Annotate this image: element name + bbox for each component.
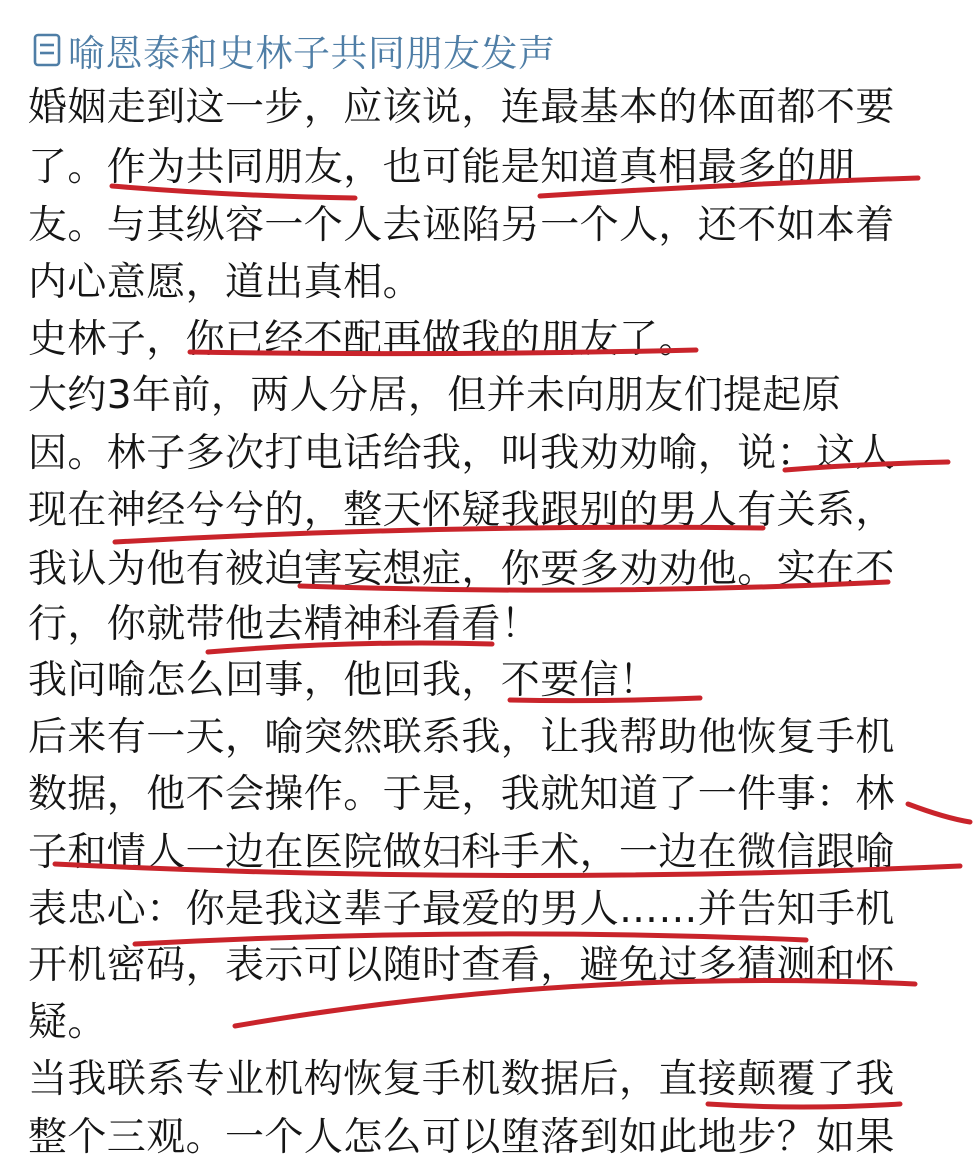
body-line: 整个三观。一个人怎么可以堕落到如此地步？如果 [28, 1115, 895, 1160]
body-line: 表忠心：你是我这辈子最爱的男人……并告知手机 [28, 887, 895, 932]
body-line: 史林子，你已经不配再做我的朋友了。 [28, 317, 698, 362]
post-title-text: 喻恩泰和史林子共同朋友发声 [68, 32, 556, 75]
document-icon [32, 32, 64, 68]
body-line: 当我联系专业机构恢复手机数据后，直接颠覆了我 [28, 1057, 895, 1102]
body-line: 友。与其纵容一个人去诬陷另一个人，还不如本着 [28, 203, 895, 248]
body-line: 内心意愿，道出真相。 [28, 260, 423, 305]
body-line: 了。作为共同朋友，也可能是知道真相最多的朋 [28, 145, 856, 190]
underline-mark [708, 1104, 900, 1107]
body-line: 数据，他不会操作。于是，我就知道了一件事：林 [28, 772, 895, 817]
body-line: 行，你就带他去精神科看看！ [28, 602, 541, 647]
body-line: 因。林子多次打电话给我，叫我劝劝喻，说：这人 [28, 431, 895, 476]
body-line: 我问喻怎么回事，他回我，不要信！ [28, 658, 659, 703]
body-line: 我认为他有被迫害妄想症，你要多劝劝他。实在不 [28, 547, 895, 592]
body-line: 现在神经兮兮的，整天怀疑我跟别的男人有关系， [28, 488, 895, 533]
body-line: 婚姻走到这一步，应该说，连最基本的体面都不要 [28, 85, 895, 130]
post-title [32, 22, 556, 78]
body-line: 大约3年前，两人分居，但并未向朋友们提起原 [28, 373, 842, 418]
body-line: 子和情人一边在医院做妇科手术，一边在微信跟喻 [28, 830, 895, 875]
body-line: 疑。 [28, 1000, 107, 1045]
underline-mark [908, 804, 970, 822]
body-line: 后来有一天，喻突然联系我，让我帮助他恢复手机 [28, 715, 895, 760]
body-line: 开机密码，表示可以随时查看，避免过多猜测和怀 [28, 943, 895, 988]
